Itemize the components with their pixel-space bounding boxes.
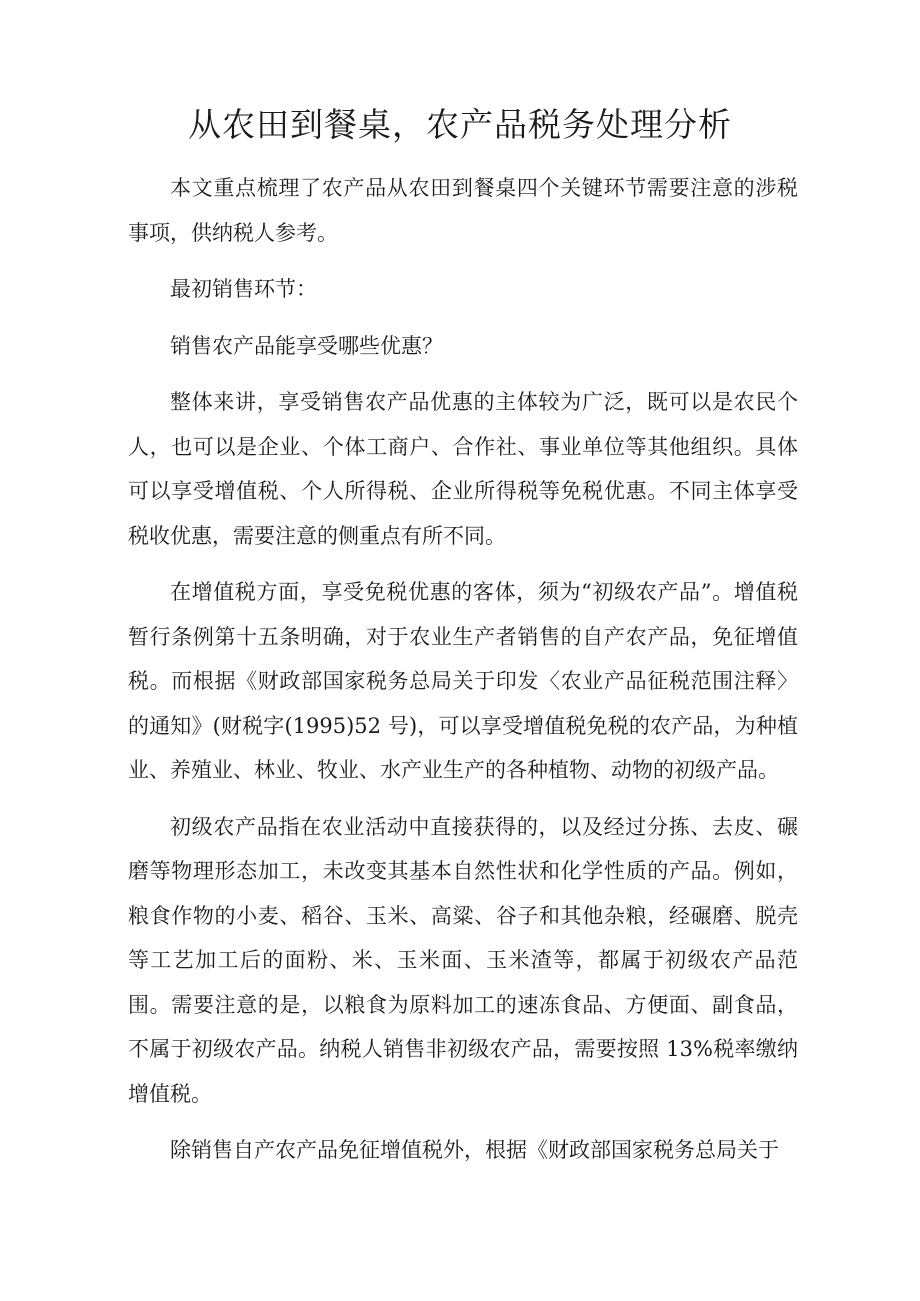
document-title: 从农田到餐桌，农产品税务处理分析 [188,105,732,144]
paragraph-primary-products: 初级农产品指在农业活动中直接获得的，以及经过分拣、去皮、碾磨等物理形态加工，未改变其基本自然性状和化学性质的产品。例如，粮食作物的小麦、稻谷、玉米、高粱、谷子和其他杂粮，经碾磨、脱壳等工艺加工后的面粉、米、玉米面、玉米渣等，都属于初级农产品范围。需要注意的是，以粮食为原料加工的速冻食品、方便面、副食品，不属于初级农产品。纳税人销售非初级农产品，需要按照 13%税率缴纳增值税。 [128,814,798,1106]
paragraph-section-heading: 最初销售环节： [170,277,317,301]
paragraph-intro: 本文重点梳理了农产品从农田到餐桌四个关键环节需要注意的涉税事项，供纳税人参考。 [128,176,798,245]
paragraph-continuation: 除销售自产农产品免征增值税外，根据《财政部国家税务总局关于 [170,1138,779,1162]
paragraph-question: 销售农产品能享受哪些优惠？ [170,333,443,358]
paragraph-subjects: 整体来讲，享受销售农产品优惠的主体较为广泛，既可以是农民个人，也可以是企业、个体工商户、合作社、事业单位等其他组织。具体可以享受增值税、个人所得税、企业所得税等免税优惠。不同主体享受税收优惠，需要注意的侧重点有所不同。 [128,390,798,548]
document-body [128,166,798,1185]
paragraph-vat: 在增值税方面，享受免税优惠的客体，须为“初级农产品”。增值税暂行条例第十五条明确，对于农业生产者销售的自产农产品，免征增值税。而根据《财政部国家税务总局关于印发〈农业产品征税范围注释〉的通知》(财税字(1995)52 号)，可以享受增值税免税的农产品，为种植业、养殖业、林业、牧业、水产业生产的各种植物、动物的初级产品。 [128,580,798,782]
